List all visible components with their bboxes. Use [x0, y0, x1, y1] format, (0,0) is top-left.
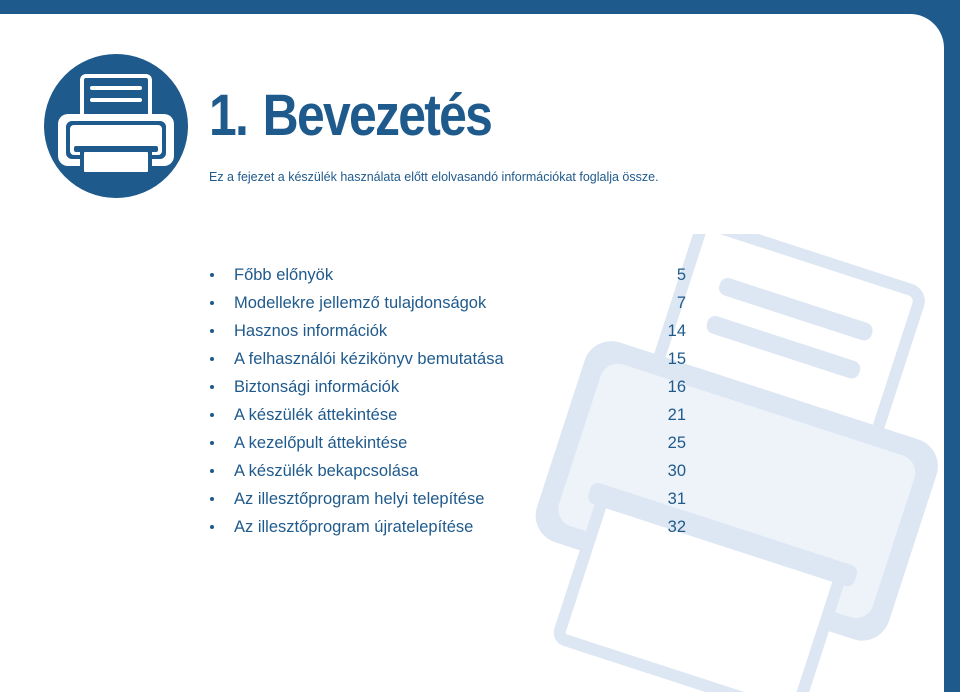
- bullet-icon: [210, 525, 214, 529]
- bullet-icon: [210, 413, 214, 417]
- toc-entry[interactable]: [208, 261, 686, 289]
- chapter-number: 1.: [209, 83, 248, 148]
- toc-entry[interactable]: [208, 457, 686, 485]
- bullet-icon: [210, 441, 214, 445]
- table-of-contents: [208, 261, 686, 541]
- toc-entry[interactable]: [208, 429, 686, 457]
- toc-entry[interactable]: [208, 401, 686, 429]
- toc-entry-page[interactable]: 32: [667, 517, 686, 536]
- toc-entry-page[interactable]: 14: [667, 321, 686, 340]
- toc-entry-page[interactable]: 16: [667, 377, 686, 396]
- bullet-icon: [210, 357, 214, 361]
- toc-entry-page[interactable]: 5: [676, 265, 686, 284]
- toc-entry-page[interactable]: 7: [676, 293, 686, 312]
- toc-entry-label[interactable]: A kezelőpult áttekintése: [234, 433, 408, 452]
- bullet-icon: [210, 497, 214, 501]
- chapter-title-text: Bevezetés: [262, 83, 492, 148]
- side-strip: [944, 14, 960, 692]
- bullet-icon: [210, 329, 214, 333]
- toc-entry-label[interactable]: Hasznos információk: [234, 321, 388, 340]
- toc-entry[interactable]: [208, 289, 686, 317]
- chapter-title: [209, 82, 491, 149]
- toc-entry[interactable]: [208, 513, 686, 541]
- bullet-icon: [210, 469, 214, 473]
- toc-entry[interactable]: [208, 373, 686, 401]
- chapter-description: Ez a fejezet a készülék használata előtt elolvasandó információkat foglalja össze.: [209, 170, 659, 184]
- toc-entry[interactable]: [208, 485, 686, 513]
- toc-entry-label[interactable]: A készülék bekapcsolása: [234, 461, 419, 480]
- toc-entry-page[interactable]: 21: [667, 405, 686, 424]
- toc-entry-label[interactable]: Biztonsági információk: [234, 377, 400, 396]
- toc-entry[interactable]: [208, 317, 686, 345]
- toc-entry-label[interactable]: Az illesztőprogram újratelepítése: [234, 517, 474, 536]
- bullet-icon: [210, 301, 214, 305]
- toc-entry-label[interactable]: A készülék áttekintése: [234, 405, 398, 424]
- toc-entry-label[interactable]: Az illesztőprogram helyi telepítése: [234, 489, 485, 508]
- toc-entry-label[interactable]: Főbb előnyök: [234, 265, 334, 284]
- toc-entry-label[interactable]: Modellekre jellemző tulajdonságok: [234, 293, 487, 312]
- toc-entry-page[interactable]: 25: [667, 433, 686, 452]
- toc-entry-page[interactable]: 30: [667, 461, 686, 480]
- printer-icon: [44, 54, 188, 198]
- toc-entry[interactable]: [208, 345, 686, 373]
- page: [0, 14, 944, 692]
- bullet-icon: [210, 385, 214, 389]
- toc-entry-page[interactable]: 31: [667, 489, 686, 508]
- bullet-icon: [210, 273, 214, 277]
- toc-entry-label[interactable]: A felhasználói kézikönyv bemutatása: [234, 349, 504, 368]
- toc-entry-page[interactable]: 15: [667, 349, 686, 368]
